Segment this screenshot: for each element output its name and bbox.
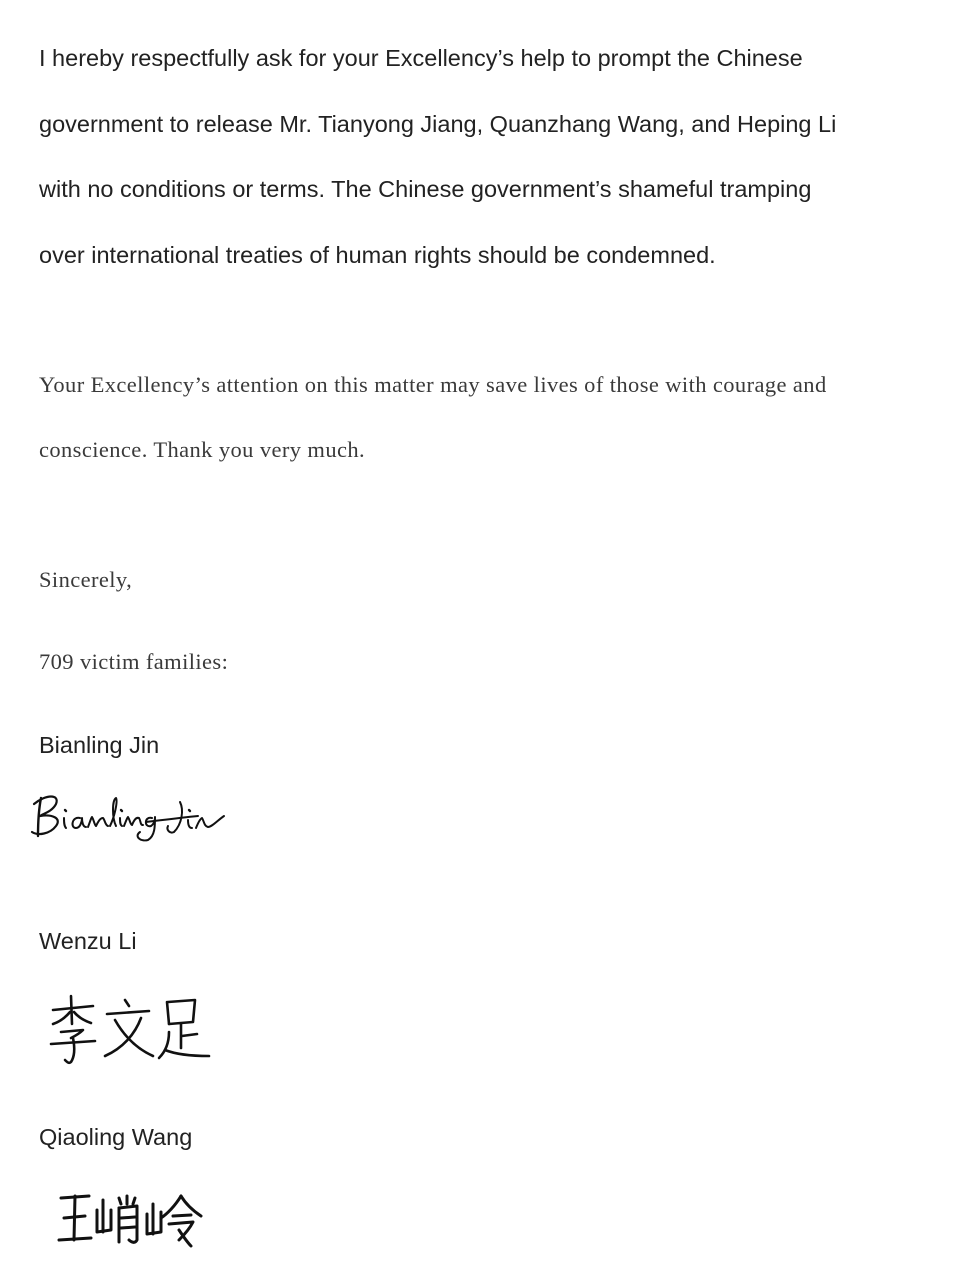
- request-line-1: I hereby respectfully ask for your Excellency’s help to prompt the Chinese: [39, 45, 803, 71]
- group-label: 709 victim families:: [39, 649, 229, 674]
- closing-line-1: Your Excellency’s attention on this matter may save lives of those with courage and: [39, 372, 827, 397]
- signature-bianling-jin: [28, 790, 233, 845]
- request-line-3: with no conditions or terms. The Chinese government’s shameful tramping: [39, 176, 812, 202]
- signature-qiaoling-wang: [55, 1190, 205, 1252]
- signatory-name: Qiaoling Wang: [39, 1124, 193, 1150]
- valediction: Sincerely,: [39, 567, 133, 592]
- signature-wenzu-li: [45, 990, 215, 1070]
- signatory-name: Bianling Jin: [39, 732, 160, 758]
- request-line-2: government to release Mr. Tianyong Jiang, Quanzhang Wang, and Heping Li: [39, 111, 837, 137]
- request-line-4: over international treaties of human rights should be condemned.: [39, 242, 716, 268]
- signatory-name: Wenzu Li: [39, 928, 137, 954]
- closing-line-2: conscience. Thank you very much.: [39, 437, 366, 462]
